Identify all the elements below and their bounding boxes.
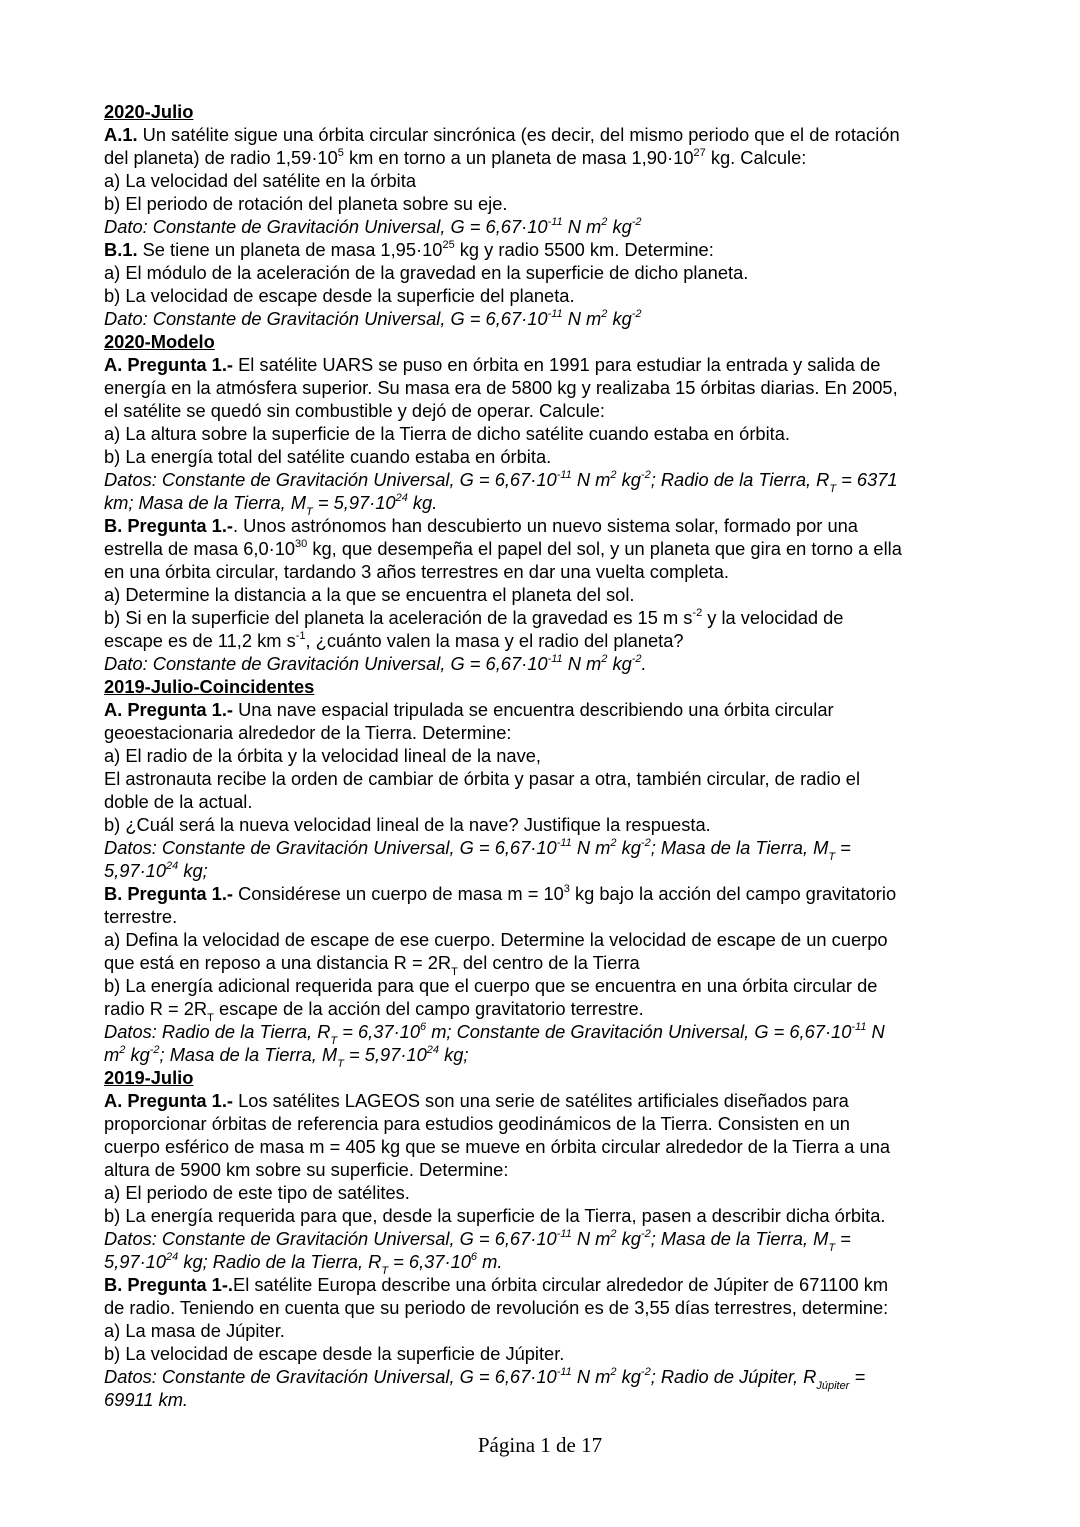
data-note: $5,97\cdot 10^{24}$ kg;: [104, 859, 208, 881]
data-note: Dato: Constante de Gravitación Universal, $G = 6,67\cdot 10^{-11}$ N $m^2$ $kg^{-2}$.: [104, 652, 647, 674]
data-note: Datos: Constante de Gravitación Universal, $G = 6,67\cdot 10^{-11}$ N $m^2$ $kg^{-2}$; Radio de Júpiter, $R_{Júpiter}$ =: [104, 1365, 866, 1392]
question-label: B. Pregunta 1-.: [104, 1274, 234, 1295]
question-line: altura de 5900 km sobre su superficie. Determine:: [104, 1159, 509, 1180]
question-label: B. Pregunta 1.-: [104, 515, 234, 536]
question-label: A. Pregunta 1.-: [104, 699, 234, 720]
question-line: doble de la actual.: [104, 791, 253, 812]
question-label: B.1.: [104, 239, 138, 260]
data-note: Datos: Constante de Gravitación Universal, $G = 6,67\cdot 10^{-11}$ N $m^2$ $kg^{-2}$; Radio de la Tierra, $R_T = 6371$: [104, 468, 898, 495]
question-item: a) El periodo de este tipo de satélites.: [104, 1182, 410, 1203]
data-note: $5,97\cdot 10^{24}$ kg; Radio de la Tierra, $R_T = 6,37\cdot 10^6$ m.: [104, 1250, 503, 1277]
question-label: A.1.: [104, 124, 138, 145]
question-item: a) Determine la distancia a la que se encuentra el planeta del sol.: [104, 584, 635, 605]
question-line: proporcionar órbitas de referencia para estudios geodinámicos de la Tierra. Consisten en un: [104, 1113, 850, 1134]
question-line: cuerpo esférico de masa m = 405 kg que se mueve en órbita circular alrededor de la Tierra a una: [104, 1136, 891, 1157]
question-item: a) La masa de Júpiter.: [104, 1320, 285, 1341]
section-heading: 2020-Julio: [104, 101, 194, 122]
question-item: b) La energía requerida para que, desde la superficie de la Tierra, pasen a describir dicha órbita.: [104, 1205, 886, 1226]
question-item: b) ¿Cuál será la nueva velocidad lineal de la nave? Justifique la respuesta.: [104, 814, 711, 835]
question-item: b) La velocidad de escape desde la superficie de Júpiter.: [104, 1343, 565, 1364]
question-line: del planeta) de radio $1,59\cdot 10^5$ km en torno a un planeta de masa $1,90\cdot 10^{27}$ kg. Calcule:: [104, 146, 807, 168]
question-line: el satélite se quedó sin combustible y dejó de operar. Calcule:: [104, 400, 606, 421]
question-item: escape es de 11,2 km $s^{-1}$, ¿cuánto valen la masa y el radio del planeta?: [104, 629, 684, 651]
question-label: B. Pregunta 1.-: [104, 883, 234, 904]
section-heading: 2020-Modelo: [104, 331, 215, 352]
question-item: radio $R = 2R_T$ escape de la acción del campo gravitatorio terrestre.: [104, 998, 644, 1024]
page-number: Página 1 de 17: [477, 1433, 603, 1457]
document-body: [104, 100, 984, 1411]
question-b1-line: B.1. Se tiene un planeta de masa $1,95\cdot 10^{25}$ kg y radio 5500 km. Determine:: [104, 238, 714, 260]
question-line: B. Pregunta 1.-. Unos astrónomos han descubierto un nuevo sistema solar, formado por una: [104, 515, 858, 536]
question-item: a) El radio de la órbita y la velocidad lineal de la nave,: [104, 745, 541, 766]
data-note: Datos: Radio de la Tierra, $R_T = 6,37\cdot 10^6$ m; Constante de Gravitación Universal, $G = 6,67\cdot 10^{-11}$ N: [104, 1020, 885, 1047]
section-heading: 2019-Julio: [104, 1067, 194, 1088]
data-note: 69911 km.: [104, 1389, 189, 1410]
question-item: a) La altura sobre la superficie de la Tierra de dicho satélite cuando estaba en órbita.: [104, 423, 790, 444]
question-item: b) La energía adicional requerida para que el cuerpo que se encuentra en una órbita circular de: [104, 975, 878, 996]
section-heading: 2019-Julio-Coincidentes: [104, 676, 315, 697]
question-line: B. Pregunta 1.- Considérese un cuerpo de masa $m = 10^3$ kg bajo la acción del campo gravitatorio: [104, 882, 897, 904]
question-line: de radio. Teniendo en cuenta que su periodo de revolución es de 3,55 días terrestres, determine:: [104, 1297, 889, 1318]
data-note: Dato: Constante de Gravitación Universal, $G = 6,67\cdot 10^{-11}$ N $m^2$ $kg^{-2}$: [104, 307, 642, 329]
question-line: A. Pregunta 1.- El satélite UARS se puso en órbita en 1991 para estudiar la entrada y salida de: [104, 354, 881, 375]
data-note: Datos: Constante de Gravitación Universal, $G = 6,67\cdot 10^{-11}$ N $m^2$ $kg^{-2}$; Masa de la Tierra, $M_T$ =: [104, 836, 851, 863]
question-item: que está en reposo a una distancia $R = 2R_T$ del centro de la Tierra: [104, 952, 640, 978]
question-item: a) El módulo de la aceleración de la gravedad en la superficie de dicho planeta.: [104, 262, 749, 283]
question-item: b) La velocidad de escape desde la superficie del planeta.: [104, 285, 575, 306]
question-line: en una órbita circular, tardando 3 años terrestres en dar una vuelta completa.: [104, 561, 729, 582]
question-line: geoestacionaria alrededor de la Tierra. Determine:: [104, 722, 512, 743]
question-item: b) Si en la superficie del planeta la aceleración de la gravedad es 15 m $s^{-2}$ y la velocidad de: [104, 606, 844, 628]
question-line: El astronauta recibe la orden de cambiar de órbita y pasar a otra, también circular, de radio el: [104, 768, 861, 789]
question-item: a) Defina la velocidad de escape de ese cuerpo. Determine la velocidad de escape de un cuerpo: [104, 929, 888, 950]
data-note: Datos: Constante de Gravitación Universal, $G = 6,67\cdot 10^{-11}$ N $m^2$ $kg^{-2}$; Masa de la Tierra, $M_T$ =: [104, 1227, 851, 1254]
question-item: a) La velocidad del satélite en la órbita: [104, 170, 416, 191]
question-item: b) La energía total del satélite cuando estaba en órbita.: [104, 446, 552, 467]
question-line: terrestre.: [104, 906, 178, 927]
data-note: Dato: Constante de Gravitación Universal, $G = 6,67\cdot 10^{-11}$ N $m^2$ $kg^{-2}$: [104, 215, 642, 237]
question-line: B. Pregunta 1-.El satélite Europa describe una órbita circular alrededor de Júpiter de 671100 km: [104, 1274, 889, 1295]
question-line: estrella de masa $6,0\cdot 10^{30}$ kg, que desempeña el papel del sol, y un planeta que gira en torno a ella: [104, 537, 902, 559]
question-item: b) El periodo de rotación del planeta sobre su eje.: [104, 193, 508, 214]
data-note: $m^2$ $kg^{-2}$; Masa de la Tierra, $M_T = 5,97\cdot 10^{24}$ kg;: [104, 1043, 469, 1070]
question-label: A. Pregunta 1.-: [104, 1090, 234, 1111]
question-label: A. Pregunta 1.-: [104, 354, 234, 375]
question-line: A. Pregunta 1.- Los satélites LAGEOS son una serie de satélites artificiales diseñados para: [104, 1090, 849, 1111]
question-line: energía en la atmósfera superior. Su masa era de 5800 kg y realizaba 15 órbitas diarias. En 2005,: [104, 377, 898, 398]
question-a1-line: A.1. Un satélite sigue una órbita circular sincrónica (es decir, del mismo periodo que el de rotación: [104, 124, 900, 145]
data-note: km; Masa de la Tierra, $M_T = 5,97\cdot 10^{24}$ kg.: [104, 491, 438, 518]
question-line: A. Pregunta 1.- Una nave espacial tripulada se encuentra describiendo una órbita circular: [104, 699, 834, 720]
